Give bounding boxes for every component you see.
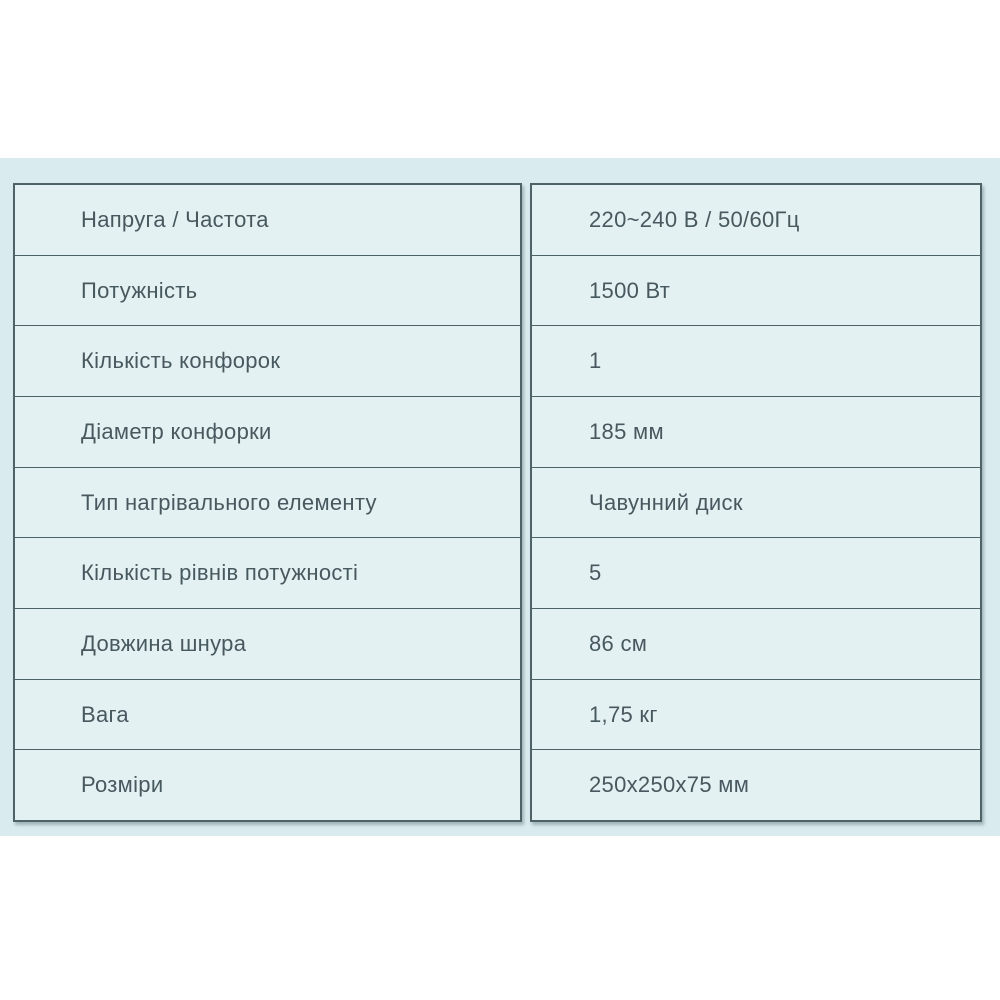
spec-row-label: Тип нагрівального елементу	[15, 468, 520, 539]
spec-row-label: Вага	[15, 680, 520, 751]
spec-row-value: 185 мм	[532, 397, 980, 468]
spec-row-value: 1,75 кг	[532, 680, 980, 751]
spec-row-value: 220~240 В / 50/60Гц	[532, 185, 980, 256]
spec-row-label: Кількість рівнів потужності	[15, 538, 520, 609]
spec-row-label: Діаметр конфорки	[15, 397, 520, 468]
spec-row-value: Чавунний диск	[532, 468, 980, 539]
spec-table	[13, 183, 982, 822]
spec-row-value: 1500 Вт	[532, 256, 980, 327]
spec-row-label: Довжина шнура	[15, 609, 520, 680]
spec-row-label: Потужність	[15, 256, 520, 327]
spec-row-value: 250x250x75 мм	[589, 772, 750, 798]
spec-row-value: 5	[532, 538, 980, 609]
spec-row-label: Кількість конфорок	[15, 326, 520, 397]
specs-section-background	[0, 158, 1000, 836]
spec-row-value: 86 см	[532, 609, 980, 680]
spec-values-column	[530, 183, 982, 822]
spec-row-value: 1	[532, 326, 980, 397]
spec-row-label: Розміри	[81, 772, 164, 798]
spec-row-label: Напруга / Частота	[15, 185, 520, 256]
spec-labels-column	[13, 183, 522, 822]
